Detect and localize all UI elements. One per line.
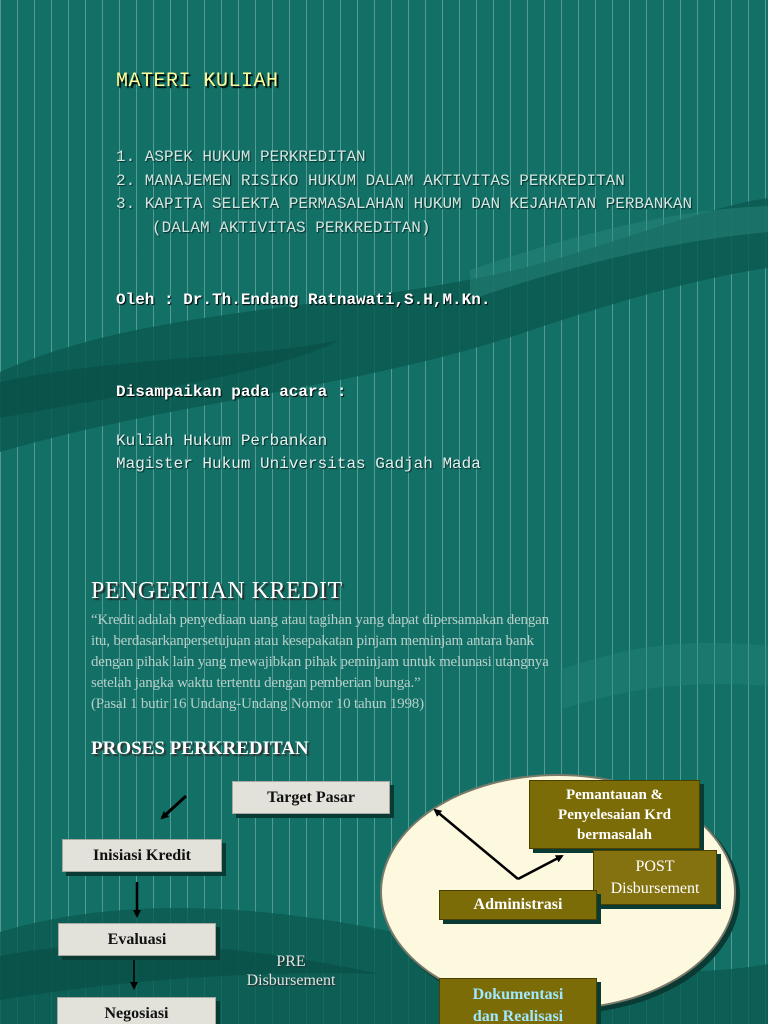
list-item: 3. KAPITA SELEKTA PERMASALAHAN HUKUM DAN KEJAHATAN PERBANKAN (DALAM AKTIVITAS PERKREDITAN) xyxy=(116,195,693,237)
event-details xyxy=(116,430,481,476)
author-line: Oleh : Dr.Th.Endang Ratnawati,S.H,M.Kn. xyxy=(116,291,491,309)
quote-line: dengan pihak lain yang mewajibkan pihak peminjam untuk melunasi utangnya xyxy=(91,654,549,670)
quote-line: setelah jangka waktu tertentu dengan pemberian bunga.” xyxy=(91,675,421,691)
arrow-to-inisiasi xyxy=(162,796,186,818)
pemantauan-box: Pemantauan & Penyelesaian Krd bermasalah xyxy=(529,780,700,849)
dokumentasi-box: Dokumentasi dan Realisasi xyxy=(439,978,597,1024)
list-item: 1. ASPEK HUKUM PERKREDITAN xyxy=(116,148,366,166)
slide-pengertian-kredit xyxy=(0,560,768,1024)
section-heading: PROSES PERKREDITAN xyxy=(91,738,309,759)
list-item: 2. MANAJEMEN RISIKO HUKUM DALAM AKTIVITAS PERKREDITAN xyxy=(116,171,625,190)
course-topic-list xyxy=(116,146,756,240)
pre-disbursement-label: PRE Disbursement xyxy=(246,953,336,989)
post-disbursement-box: POST Disbursement xyxy=(593,850,717,905)
negosiasi-box: Negosiasi xyxy=(57,997,216,1024)
target-pasar-box: Target Pasar xyxy=(232,781,390,814)
event-line: Magister Hukum Universitas Gadjah Mada xyxy=(116,455,481,473)
arrow-to-pemantauan xyxy=(435,810,518,879)
quote-line: itu, berdasarkanpersetujuan atau kesepakatan pinjam meminjam antara bank xyxy=(91,633,534,649)
event-label: Disampaikan pada acara : xyxy=(116,383,347,401)
arrow-to-post xyxy=(518,856,562,879)
quote-citation: (Pasal 1 butir 16 Undang-Undang Nomor 10 tahun 1998) xyxy=(91,696,424,712)
slide-title: MATERI KULIAH xyxy=(116,70,279,93)
event-line: Kuliah Hukum Perbankan xyxy=(116,432,328,450)
evaluasi-box: Evaluasi xyxy=(58,923,216,956)
inisiasi-kredit-box: Inisiasi Kredit xyxy=(62,839,222,872)
slide-title: PENGERTIAN KREDIT xyxy=(91,578,343,604)
quote-line: “Kredit adalah penyediaan uang atau tagihan yang dapat dipersamakan dengan xyxy=(91,612,549,628)
administrasi-box: Administrasi xyxy=(439,890,597,920)
